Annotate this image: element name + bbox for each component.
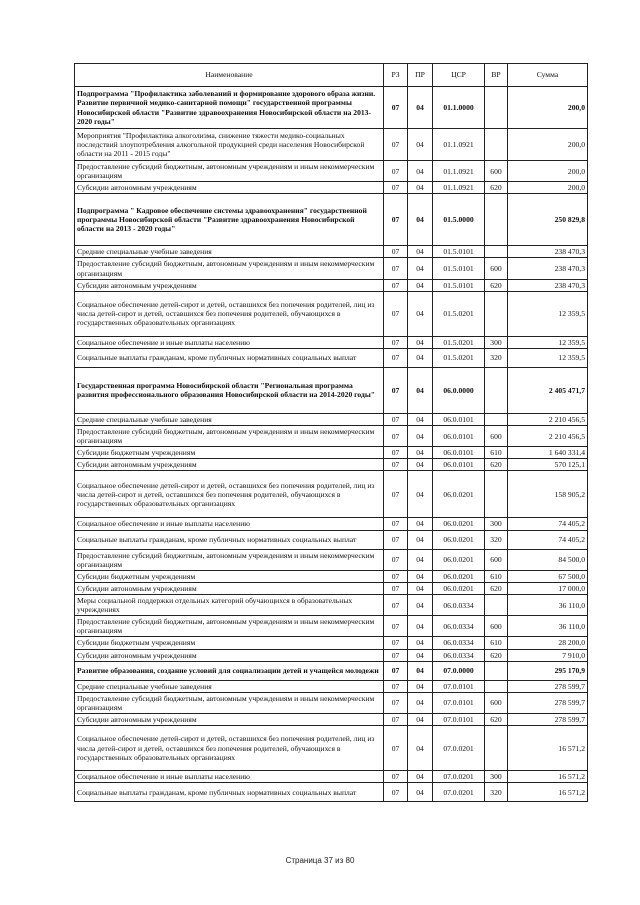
cell-pr: 04 xyxy=(408,692,433,713)
table-row xyxy=(75,447,588,459)
cell-pr: 04 xyxy=(408,530,433,549)
table-row xyxy=(75,661,588,680)
cell-rz: 07 xyxy=(384,530,408,549)
cell-rz: 07 xyxy=(384,616,408,637)
table-row xyxy=(75,182,588,194)
cell-sum: 200,0 xyxy=(508,87,588,129)
cell-vr xyxy=(485,726,508,771)
cell-pr: 04 xyxy=(408,258,433,279)
cell-vr: 620 xyxy=(485,459,508,471)
cell-vr: 300 xyxy=(485,518,508,530)
table-row xyxy=(75,582,588,594)
cell-name: Субсидии автономным учреждениям xyxy=(75,279,384,291)
cell-pr: 04 xyxy=(408,279,433,291)
cell-csr: 06.0.0201 xyxy=(433,530,485,549)
cell-rz: 07 xyxy=(384,692,408,713)
cell-rz: 07 xyxy=(384,367,408,413)
cell-sum: 1 640 331,4 xyxy=(508,447,588,459)
cell-sum: 12 359,5 xyxy=(508,336,588,348)
cell-pr: 04 xyxy=(408,471,433,518)
cell-name: Социальные выплаты гражданам, кроме публичных нормативных социальных выплат xyxy=(75,348,384,367)
cell-rz: 07 xyxy=(384,726,408,771)
table-row xyxy=(75,194,588,246)
cell-rz: 07 xyxy=(384,713,408,725)
cell-csr: 07.0.0201 xyxy=(433,771,485,783)
table-row xyxy=(75,129,588,161)
cell-vr: 620 xyxy=(485,182,508,194)
header-sum: Сумма xyxy=(508,64,588,87)
table-row xyxy=(75,471,588,518)
cell-vr: 620 xyxy=(485,713,508,725)
cell-name: Предоставление субсидий бюджетным, автономным учреждениям и иным некоммерческим организациям xyxy=(75,549,384,570)
cell-sum: 12 359,5 xyxy=(508,291,588,336)
cell-name: Социальное обеспечение детей-сирот и детей, оставшихся без попечения родителей, лиц из числа детей-сирот и детей, оставшихся без попечения родителей, обучающихся в государственных образовательных организациях xyxy=(75,471,384,518)
budget-table xyxy=(74,63,588,802)
cell-rz: 07 xyxy=(384,771,408,783)
cell-sum: 16 571,2 xyxy=(508,726,588,771)
cell-name: Субсидии бюджетным учреждениям xyxy=(75,637,384,649)
cell-rz: 07 xyxy=(384,182,408,194)
table-row xyxy=(75,336,588,348)
cell-sum: 17 000,0 xyxy=(508,582,588,594)
cell-vr: 610 xyxy=(485,447,508,459)
cell-vr: 300 xyxy=(485,771,508,783)
cell-sum: 2 210 456,5 xyxy=(508,425,588,446)
cell-name: Средние специальные учебные заведения xyxy=(75,680,384,692)
cell-pr: 04 xyxy=(408,649,433,661)
cell-name: Субсидии автономным учреждениям xyxy=(75,459,384,471)
table-row xyxy=(75,637,588,649)
cell-sum: 74 405,2 xyxy=(508,530,588,549)
cell-pr: 04 xyxy=(408,570,433,582)
cell-vr: 600 xyxy=(485,425,508,446)
header-vr: ВР xyxy=(485,64,508,87)
table-row xyxy=(75,649,588,661)
cell-sum: 7 910,0 xyxy=(508,649,588,661)
cell-pr: 04 xyxy=(408,336,433,348)
table-row xyxy=(75,713,588,725)
cell-sum: 200,0 xyxy=(508,182,588,194)
cell-csr: 06.0.0201 xyxy=(433,582,485,594)
cell-vr xyxy=(485,194,508,246)
table-row xyxy=(75,680,588,692)
table-row xyxy=(75,291,588,336)
cell-csr: 06.0.0334 xyxy=(433,594,485,615)
cell-rz: 07 xyxy=(384,348,408,367)
cell-pr: 04 xyxy=(408,459,433,471)
cell-vr: 610 xyxy=(485,637,508,649)
cell-csr: 06.0.0000 xyxy=(433,367,485,413)
cell-csr: 07.0.0101 xyxy=(433,692,485,713)
cell-csr: 06.0.0334 xyxy=(433,649,485,661)
cell-sum: 2 405 471,7 xyxy=(508,367,588,413)
table-row xyxy=(75,616,588,637)
cell-pr: 04 xyxy=(408,582,433,594)
cell-name: Предоставление субсидий бюджетным, автономным учреждениям и иным некоммерческим организациям xyxy=(75,616,384,637)
cell-csr: 06.0.0201 xyxy=(433,471,485,518)
cell-pr: 04 xyxy=(408,661,433,680)
cell-pr: 04 xyxy=(408,161,433,182)
cell-csr: 06.0.0334 xyxy=(433,616,485,637)
cell-csr: 01.5.0201 xyxy=(433,291,485,336)
cell-sum: 16 571,2 xyxy=(508,783,588,802)
cell-pr: 04 xyxy=(408,783,433,802)
cell-pr: 04 xyxy=(408,291,433,336)
header-rz: РЗ xyxy=(384,64,408,87)
cell-pr: 04 xyxy=(408,771,433,783)
cell-name: Предоставление субсидий бюджетным, автономным учреждениям и иным некоммерческим организациям xyxy=(75,258,384,279)
cell-vr xyxy=(485,246,508,258)
cell-rz: 07 xyxy=(384,518,408,530)
cell-rz: 07 xyxy=(384,258,408,279)
cell-csr: 07.0.0101 xyxy=(433,680,485,692)
cell-csr: 06.0.0101 xyxy=(433,413,485,425)
cell-rz: 07 xyxy=(384,246,408,258)
cell-name: Субсидии автономным учреждениям xyxy=(75,649,384,661)
cell-name: Субсидии автономным учреждениям xyxy=(75,713,384,725)
cell-csr: 06.0.0101 xyxy=(433,459,485,471)
table-row xyxy=(75,530,588,549)
cell-name: Предоставление субсидий бюджетным, автономным учреждениям и иным некоммерческим организациям xyxy=(75,161,384,182)
cell-vr xyxy=(485,661,508,680)
cell-name: Социальное обеспечение детей-сирот и детей, оставшихся без попечения родителей, лиц из числа детей-сирот и детей, оставшихся без попечения родителей, обучающихся в государственных образовательных организациях xyxy=(75,291,384,336)
cell-pr: 04 xyxy=(408,616,433,637)
cell-name: Развитие образования, создание условий для социализации детей и учащейся молодежи xyxy=(75,661,384,680)
cell-sum: 16 571,2 xyxy=(508,771,588,783)
cell-vr: 600 xyxy=(485,258,508,279)
table-row xyxy=(75,594,588,615)
cell-vr xyxy=(485,471,508,518)
cell-pr: 04 xyxy=(408,87,433,129)
cell-csr: 01.5.0201 xyxy=(433,336,485,348)
cell-csr: 01.1.0921 xyxy=(433,161,485,182)
cell-csr: 06.0.0201 xyxy=(433,549,485,570)
cell-csr: 07.0.0101 xyxy=(433,713,485,725)
cell-csr: 01.5.0000 xyxy=(433,194,485,246)
cell-sum: 278 599,7 xyxy=(508,692,588,713)
cell-csr: 01.5.0101 xyxy=(433,258,485,279)
cell-pr: 04 xyxy=(408,129,433,161)
table-row xyxy=(75,258,588,279)
cell-sum: 36 110,0 xyxy=(508,594,588,615)
header-csr: ЦСР xyxy=(433,64,485,87)
cell-csr: 07.0.0201 xyxy=(433,783,485,802)
cell-pr: 04 xyxy=(408,518,433,530)
cell-pr: 04 xyxy=(408,726,433,771)
cell-csr: 01.1.0921 xyxy=(433,182,485,194)
cell-pr: 04 xyxy=(408,594,433,615)
table-row xyxy=(75,87,588,129)
cell-rz: 07 xyxy=(384,594,408,615)
cell-pr: 04 xyxy=(408,413,433,425)
table-row xyxy=(75,413,588,425)
cell-vr: 600 xyxy=(485,692,508,713)
cell-vr: 320 xyxy=(485,530,508,549)
cell-sum: 74 405,2 xyxy=(508,518,588,530)
cell-name: Субсидии бюджетным учреждениям xyxy=(75,570,384,582)
cell-vr xyxy=(485,129,508,161)
cell-name: Меры социальной поддержки отдельных категорий обучающихся в образовательных учреждениях xyxy=(75,594,384,615)
table-row xyxy=(75,771,588,783)
cell-vr: 610 xyxy=(485,570,508,582)
cell-sum: 28 200,0 xyxy=(508,637,588,649)
cell-sum: 570 125,1 xyxy=(508,459,588,471)
cell-vr: 600 xyxy=(485,616,508,637)
cell-name: Предоставление субсидий бюджетным, автономным учреждениям и иным некоммерческим организациям xyxy=(75,425,384,446)
table-row xyxy=(75,161,588,182)
cell-name: Государственная программа Новосибирской области "Региональная программа развития профессионального образования Новосибирской области на 2014-2020 годы" xyxy=(75,367,384,413)
cell-csr: 06.0.0334 xyxy=(433,637,485,649)
cell-pr: 04 xyxy=(408,713,433,725)
cell-rz: 07 xyxy=(384,637,408,649)
table-row xyxy=(75,726,588,771)
cell-pr: 04 xyxy=(408,447,433,459)
table-row xyxy=(75,367,588,413)
cell-rz: 07 xyxy=(384,129,408,161)
cell-csr: 06.0.0201 xyxy=(433,518,485,530)
cell-csr: 01.5.0101 xyxy=(433,246,485,258)
cell-pr: 04 xyxy=(408,367,433,413)
cell-name: Социальное обеспечение детей-сирот и детей, оставшихся без попечения родителей, лиц из числа детей-сирот и детей, оставшихся без попечения родителей, обучающихся в государственных образовательных организациях xyxy=(75,726,384,771)
cell-csr: 07.0.0201 xyxy=(433,726,485,771)
cell-sum: 84 500,0 xyxy=(508,549,588,570)
cell-pr: 04 xyxy=(408,348,433,367)
header-name: Наименование xyxy=(75,64,384,87)
cell-sum: 238 470,3 xyxy=(508,279,588,291)
cell-csr: 01.5.0201 xyxy=(433,348,485,367)
cell-csr: 06.0.0101 xyxy=(433,425,485,446)
cell-vr: 300 xyxy=(485,336,508,348)
page-number: Страница 37 из 80 xyxy=(285,856,355,865)
cell-name: Подпрограмма "Профилактика заболеваний и формирование здорового образа жизни. Развитие первичной медико-санитарной помощи" государственной программы Новосибирской области "Развитие здравоохранения Новосибирской области на 2013-2020 годы" xyxy=(75,87,384,129)
cell-name: Предоставление субсидий бюджетным, автономным учреждениям и иным некоммерческим организациям xyxy=(75,692,384,713)
cell-rz: 07 xyxy=(384,471,408,518)
cell-name: Социальные выплаты гражданам, кроме публичных нормативных социальных выплат xyxy=(75,530,384,549)
cell-pr: 04 xyxy=(408,182,433,194)
table-row xyxy=(75,692,588,713)
cell-rz: 07 xyxy=(384,447,408,459)
cell-sum: 200,0 xyxy=(508,161,588,182)
cell-sum: 12 359,5 xyxy=(508,348,588,367)
cell-vr xyxy=(485,594,508,615)
cell-rz: 07 xyxy=(384,279,408,291)
cell-rz: 07 xyxy=(384,582,408,594)
cell-pr: 04 xyxy=(408,549,433,570)
cell-sum: 158 905,2 xyxy=(508,471,588,518)
cell-rz: 07 xyxy=(384,459,408,471)
cell-rz: 07 xyxy=(384,661,408,680)
cell-name: Субсидии автономным учреждениям xyxy=(75,182,384,194)
cell-sum: 67 500,0 xyxy=(508,570,588,582)
cell-sum: 278 599,7 xyxy=(508,713,588,725)
cell-rz: 07 xyxy=(384,783,408,802)
cell-vr: 320 xyxy=(485,783,508,802)
cell-csr: 01.1.0000 xyxy=(433,87,485,129)
cell-csr: 06.0.0101 xyxy=(433,447,485,459)
table-row xyxy=(75,783,588,802)
cell-name: Субсидии автономным учреждениям xyxy=(75,582,384,594)
cell-vr: 620 xyxy=(485,649,508,661)
table-header-row xyxy=(75,64,588,87)
cell-pr: 04 xyxy=(408,246,433,258)
cell-vr: 600 xyxy=(485,161,508,182)
cell-vr xyxy=(485,367,508,413)
cell-sum: 200,0 xyxy=(508,129,588,161)
cell-vr xyxy=(485,413,508,425)
cell-vr: 600 xyxy=(485,549,508,570)
cell-name: Субсидии бюджетным учреждениям xyxy=(75,447,384,459)
cell-vr: 620 xyxy=(485,582,508,594)
cell-name: Средние специальные учебные заведения xyxy=(75,413,384,425)
cell-vr: 320 xyxy=(485,348,508,367)
cell-sum: 238 470,3 xyxy=(508,258,588,279)
table-row xyxy=(75,459,588,471)
cell-sum: 295 170,9 xyxy=(508,661,588,680)
cell-sum: 250 829,8 xyxy=(508,194,588,246)
cell-name: Социальное обеспечение и иные выплаты населению xyxy=(75,336,384,348)
cell-rz: 07 xyxy=(384,570,408,582)
cell-rz: 07 xyxy=(384,549,408,570)
cell-pr: 04 xyxy=(408,680,433,692)
cell-name: Мероприятия "Профилактика алкоголизма, снижение тяжести медико-социальных последствий злоупотребления алкогольной продукцией среди населения Новосибирской области на 2011 - 2015 годы" xyxy=(75,129,384,161)
cell-name: Социальное обеспечение и иные выплаты населению xyxy=(75,518,384,530)
cell-rz: 07 xyxy=(384,291,408,336)
table-row xyxy=(75,518,588,530)
cell-csr: 07.0.0000 xyxy=(433,661,485,680)
cell-pr: 04 xyxy=(408,425,433,446)
cell-rz: 07 xyxy=(384,87,408,129)
cell-name: Социальное обеспечение и иные выплаты населению xyxy=(75,771,384,783)
cell-name: Средние специальные учебные заведения xyxy=(75,246,384,258)
cell-pr: 04 xyxy=(408,194,433,246)
table-row xyxy=(75,246,588,258)
cell-sum: 2 210 456,5 xyxy=(508,413,588,425)
cell-rz: 07 xyxy=(384,194,408,246)
cell-sum: 36 110,0 xyxy=(508,616,588,637)
table-row xyxy=(75,549,588,570)
cell-sum: 238 470,3 xyxy=(508,246,588,258)
cell-vr: 620 xyxy=(485,279,508,291)
cell-rz: 07 xyxy=(384,161,408,182)
cell-csr: 01.5.0101 xyxy=(433,279,485,291)
cell-name: Подпрограмма " Кадровое обеспечение системы здравоохранения" государственной программы Новосибирской области "Развитие здравоохранения Новосибирской области на 2013 - 2020 годы" xyxy=(75,194,384,246)
table-body xyxy=(75,87,588,802)
table-row xyxy=(75,348,588,367)
header-pr: ПР xyxy=(408,64,433,87)
cell-rz: 07 xyxy=(384,680,408,692)
cell-rz: 07 xyxy=(384,425,408,446)
cell-vr xyxy=(485,291,508,336)
cell-name: Социальные выплаты гражданам, кроме публичных нормативных социальных выплат xyxy=(75,783,384,802)
cell-rz: 07 xyxy=(384,649,408,661)
cell-vr xyxy=(485,87,508,129)
table-row xyxy=(75,279,588,291)
cell-rz: 07 xyxy=(384,413,408,425)
cell-rz: 07 xyxy=(384,336,408,348)
cell-csr: 06.0.0201 xyxy=(433,570,485,582)
table-row xyxy=(75,425,588,446)
table-row xyxy=(75,570,588,582)
cell-pr: 04 xyxy=(408,637,433,649)
cell-csr: 01.1.0921 xyxy=(433,129,485,161)
cell-vr xyxy=(485,680,508,692)
cell-sum: 278 599,7 xyxy=(508,680,588,692)
